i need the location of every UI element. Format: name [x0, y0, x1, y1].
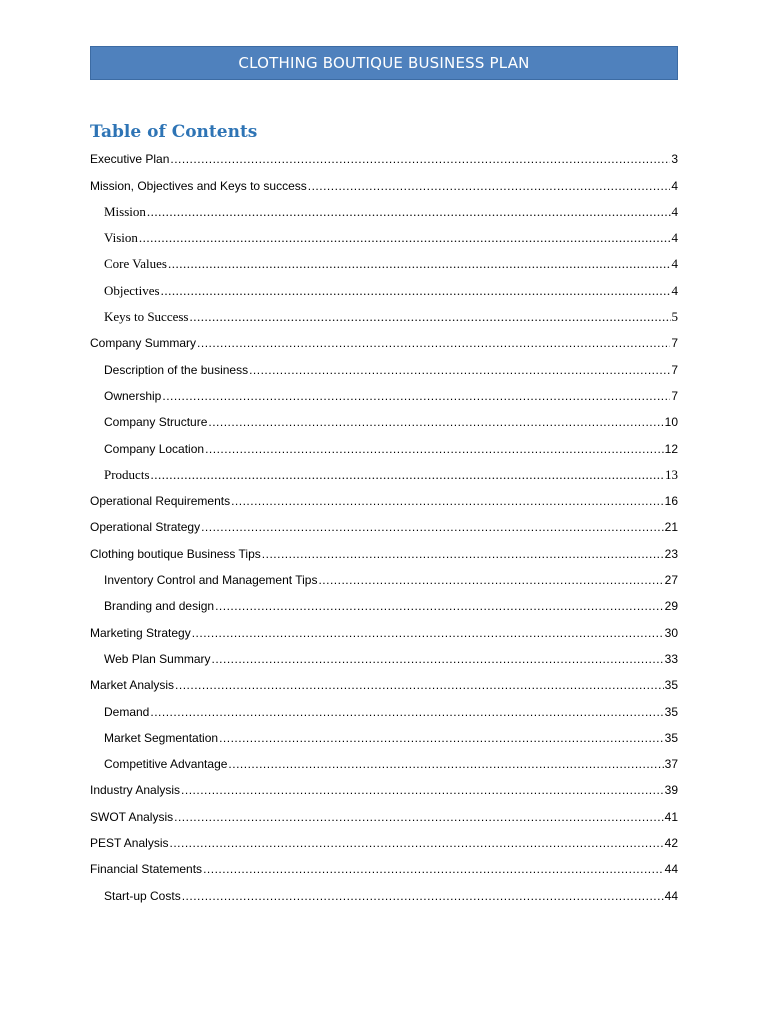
toc-dot-leader — [318, 573, 663, 587]
toc-entry-title[interactable]: Products — [104, 466, 150, 482]
toc-dot-leader — [308, 179, 671, 193]
toc-entry-page-number[interactable]: 35 — [664, 730, 678, 745]
toc-entry[interactable] — [90, 145, 678, 171]
toc-entry-page-number[interactable]: 30 — [664, 625, 678, 640]
toc-entry-page-number[interactable]: 39 — [664, 783, 678, 798]
toc-dot-leader — [203, 862, 664, 876]
toc-entry-title[interactable]: Clothing boutique Business Tips — [90, 546, 261, 561]
toc-dot-leader — [169, 836, 663, 850]
toc-entry-page-number[interactable]: 13 — [665, 466, 678, 482]
toc-entry-title[interactable]: PEST Analysis — [90, 836, 169, 851]
toc-dot-leader — [215, 599, 664, 613]
toc-entry-page-number[interactable]: 21 — [664, 520, 678, 535]
toc-entry-page-number[interactable]: 4 — [671, 282, 678, 298]
toc-entry[interactable] — [90, 303, 678, 329]
toc-dot-leader — [168, 257, 671, 271]
toc-entry-title[interactable]: Executive Plan — [90, 152, 170, 167]
toc-dot-leader — [228, 757, 663, 771]
toc-dot-leader — [192, 626, 664, 640]
toc-entry-title[interactable]: Company Location — [104, 441, 205, 456]
toc-entry-page-number[interactable]: 7 — [671, 336, 678, 351]
toc-entry[interactable] — [90, 329, 678, 355]
toc-dot-leader — [170, 152, 670, 166]
toc-entry[interactable] — [90, 539, 678, 565]
toc-entry-title[interactable]: Mission, Objectives and Keys to success — [90, 178, 307, 193]
toc-entry-title[interactable]: SWOT Analysis — [90, 809, 174, 824]
toc-entry-title[interactable]: Company Structure — [104, 415, 208, 430]
toc-entry[interactable] — [90, 829, 678, 855]
toc-entry[interactable] — [90, 198, 678, 224]
toc-entry[interactable] — [90, 382, 678, 408]
toc-entry-page-number[interactable]: 37 — [664, 757, 678, 772]
toc-entry-page-number[interactable]: 44 — [664, 888, 678, 903]
toc-dot-leader — [151, 468, 665, 482]
toc-entry[interactable] — [90, 224, 678, 250]
toc-dot-leader — [150, 705, 663, 719]
toc-dot-leader — [197, 336, 670, 350]
toc-entry-page-number[interactable]: 44 — [664, 862, 678, 877]
toc-entry-page-number[interactable]: 16 — [664, 494, 678, 509]
toc-dot-leader — [161, 284, 671, 298]
toc-dot-leader — [201, 520, 664, 534]
toc-entry-page-number[interactable]: 7 — [671, 388, 678, 403]
document-title-banner — [90, 46, 678, 80]
toc-entry-page-number[interactable]: 35 — [664, 678, 678, 693]
toc-entry-title[interactable]: Web Plan Summary — [104, 651, 211, 666]
toc-entry-title[interactable]: Competitive Advantage — [104, 757, 228, 772]
toc-entry-title[interactable]: Demand — [104, 704, 150, 719]
toc-entry-title[interactable]: Mission — [104, 203, 146, 219]
document-title: CLOTHING BOUTIQUE BUSINESS PLAN — [238, 54, 530, 72]
toc-entry-page-number[interactable]: 4 — [671, 256, 678, 272]
toc-dot-leader — [219, 731, 664, 745]
toc-entry-page-number[interactable]: 7 — [671, 362, 678, 377]
toc-entry[interactable] — [90, 724, 678, 750]
toc-entry-title[interactable]: Company Summary — [90, 336, 197, 351]
toc-entry-page-number[interactable]: 4 — [671, 178, 678, 193]
toc-entry[interactable] — [90, 671, 678, 697]
toc-entry-title[interactable]: Start-up Costs — [104, 888, 181, 903]
toc-dot-leader — [147, 205, 671, 219]
toc-entry-page-number[interactable]: 33 — [664, 651, 678, 666]
toc-entry-title[interactable]: Operational Strategy — [90, 520, 201, 535]
toc-entry-title[interactable]: Objectives — [104, 282, 160, 298]
toc-dot-leader — [231, 494, 664, 508]
toc-entry-title[interactable]: Description of the business — [104, 362, 249, 377]
toc-dot-leader — [190, 310, 671, 324]
toc-entry-page-number[interactable]: 4 — [671, 230, 678, 246]
toc-entry[interactable] — [90, 171, 678, 197]
toc-entry[interactable] — [90, 434, 678, 460]
toc-dot-leader — [182, 889, 664, 903]
toc-entry[interactable] — [90, 618, 678, 644]
toc-heading: Table of Contents — [90, 122, 258, 142]
table-of-contents — [90, 145, 678, 908]
toc-dot-leader — [249, 363, 670, 377]
toc-dot-leader — [162, 389, 670, 403]
toc-entry-title[interactable]: Inventory Control and Management Tips — [104, 573, 318, 588]
toc-entry[interactable] — [90, 408, 678, 434]
toc-entry-page-number[interactable]: 5 — [671, 309, 678, 325]
toc-entry-page-number[interactable]: 12 — [664, 441, 678, 456]
toc-entry[interactable] — [90, 697, 678, 723]
toc-dot-leader — [181, 783, 664, 797]
toc-entry[interactable] — [90, 566, 678, 592]
toc-entry[interactable] — [90, 250, 678, 276]
toc-entry-page-number[interactable]: 3 — [671, 152, 678, 167]
toc-entry-title[interactable]: Market Segmentation — [104, 730, 219, 745]
toc-entry-title[interactable]: Industry Analysis — [90, 783, 181, 798]
toc-dot-leader — [205, 442, 664, 456]
toc-entry-page-number[interactable]: 42 — [664, 836, 678, 851]
toc-entry[interactable] — [90, 776, 678, 802]
toc-entry[interactable] — [90, 513, 678, 539]
toc-entry-title[interactable]: Core Values — [104, 256, 167, 272]
toc-dot-leader — [174, 810, 664, 824]
toc-entry-page-number[interactable]: 27 — [664, 573, 678, 588]
toc-dot-leader — [262, 547, 664, 561]
toc-entry-page-number[interactable]: 41 — [664, 809, 678, 824]
toc-dot-leader — [208, 415, 663, 429]
toc-entry[interactable] — [90, 355, 678, 381]
toc-dot-leader — [211, 652, 663, 666]
toc-entry[interactable] — [90, 276, 678, 302]
toc-entry-page-number[interactable]: 4 — [671, 203, 678, 219]
toc-entry-title[interactable]: Branding and design — [104, 599, 215, 614]
toc-entry[interactable] — [90, 750, 678, 776]
toc-entry-page-number[interactable]: 29 — [664, 599, 678, 614]
toc-dot-leader — [175, 678, 664, 692]
toc-entry[interactable] — [90, 802, 678, 828]
toc-entry[interactable] — [90, 461, 678, 487]
toc-entry[interactable] — [90, 487, 678, 513]
toc-entry-title[interactable]: Financial Statements — [90, 862, 203, 877]
toc-entry[interactable] — [90, 645, 678, 671]
toc-entry[interactable] — [90, 881, 678, 907]
toc-entry-title[interactable]: Marketing Strategy — [90, 625, 191, 640]
toc-entry-title[interactable]: Ownership — [104, 388, 162, 403]
toc-entry-title[interactable]: Keys to Success — [104, 309, 189, 325]
toc-entry-title[interactable]: Operational Requirements — [90, 494, 231, 509]
toc-entry-page-number[interactable]: 10 — [664, 415, 678, 430]
toc-entry-page-number[interactable]: 23 — [664, 546, 678, 561]
toc-entry[interactable] — [90, 592, 678, 618]
toc-entry[interactable] — [90, 855, 678, 881]
toc-entry-title[interactable]: Vision — [104, 230, 138, 246]
toc-entry-title[interactable]: Market Analysis — [90, 678, 175, 693]
toc-entry-page-number[interactable]: 35 — [664, 704, 678, 719]
toc-dot-leader — [139, 231, 671, 245]
